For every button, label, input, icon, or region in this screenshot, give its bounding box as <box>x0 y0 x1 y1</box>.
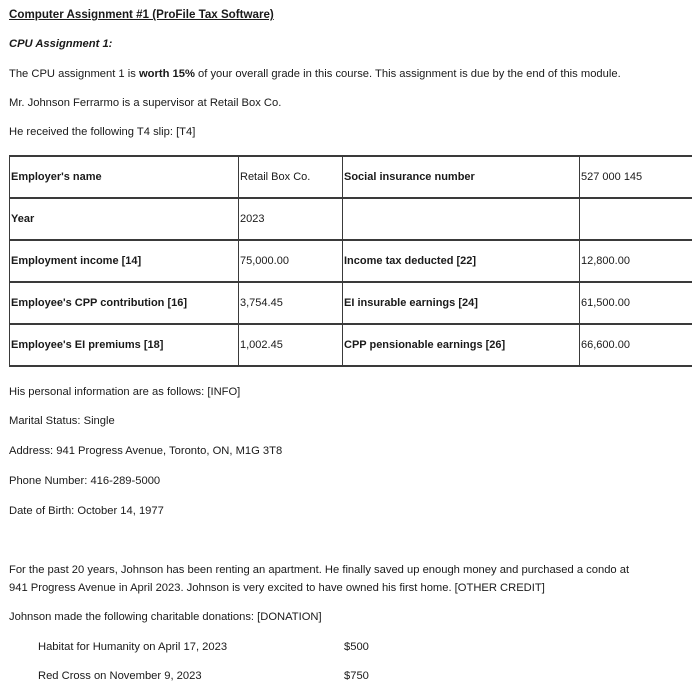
t4-label: Year <box>10 198 239 240</box>
t4-label <box>343 198 580 240</box>
info-heading: His personal information are as follows: [INFO] <box>9 386 241 398</box>
marital-status: Marital Status: Single <box>9 415 115 427</box>
t4-value: 527 000 145 <box>580 156 692 198</box>
donation-name: Red Cross on November 9, 2023 <box>38 670 202 682</box>
t4-value: Retail Box Co. <box>239 156 343 198</box>
table-row <box>10 282 692 324</box>
t4-value: 3,754.45 <box>239 282 343 324</box>
intro-text-a: The CPU assignment 1 is <box>9 68 139 80</box>
t4-value: 61,500.00 <box>580 282 692 324</box>
table-row <box>10 240 692 282</box>
t4-value: 2023 <box>239 198 343 240</box>
t4-value <box>580 198 692 240</box>
address: Address: 941 Progress Avenue, Toronto, ON, M1G 3T8 <box>9 445 283 457</box>
document-title: Computer Assignment #1 (ProFile Tax Software) <box>9 8 274 21</box>
intro-text-b: of your overall grade in this course. This assignment is due by the end of this module. <box>194 68 621 80</box>
donations-heading: Johnson made the following charitable donations: [DONATION] <box>9 611 322 623</box>
t4-label: Employer's name <box>10 156 239 198</box>
t4-value: 66,600.00 <box>580 324 692 366</box>
other-credit-line-2: 941 Progress Avenue in April 2023. Johnson is very excited to have owned his first home. [OTHER CREDIT] <box>9 582 545 594</box>
t4-label: EI insurable earnings [24] <box>343 282 580 324</box>
t4-value: 75,000.00 <box>239 240 343 282</box>
t4-value: 1,002.45 <box>239 324 343 366</box>
t4-label: Employee's EI premiums [18] <box>10 324 239 366</box>
donation-amount: $750 <box>344 670 369 682</box>
t4-slip-table <box>9 155 692 367</box>
table-row <box>10 324 692 366</box>
t4-label: Social insurance number <box>343 156 580 198</box>
intro-paragraph-2: Mr. Johnson Ferrarmo is a supervisor at Retail Box Co. <box>9 97 282 109</box>
table-row <box>10 156 692 198</box>
date-of-birth: Date of Birth: October 14, 1977 <box>9 505 164 517</box>
other-credit-line-1: For the past 20 years, Johnson has been renting an apartment. He finally saved up enough money and purchased a condo at <box>9 564 630 576</box>
donation-name: Habitat for Humanity on April 17, 2023 <box>38 641 228 653</box>
t4-label: Income tax deducted [22] <box>343 240 580 282</box>
t4-value: 12,800.00 <box>580 240 692 282</box>
table-row <box>10 198 692 240</box>
donation-amount: $500 <box>344 641 369 653</box>
intro-weight-emphasis: worth 15% <box>138 68 195 80</box>
t4-label: CPP pensionable earnings [26] <box>343 324 580 366</box>
intro-paragraph-1 <box>9 68 621 80</box>
t4-label: Employment income [14] <box>10 240 239 282</box>
t4-label: Employee's CPP contribution [16] <box>10 282 239 324</box>
intro-paragraph-3: He received the following T4 slip: [T4] <box>9 126 196 138</box>
phone-number: Phone Number: 416-289-5000 <box>9 475 161 487</box>
assignment-subtitle: CPU Assignment 1: <box>9 38 113 50</box>
